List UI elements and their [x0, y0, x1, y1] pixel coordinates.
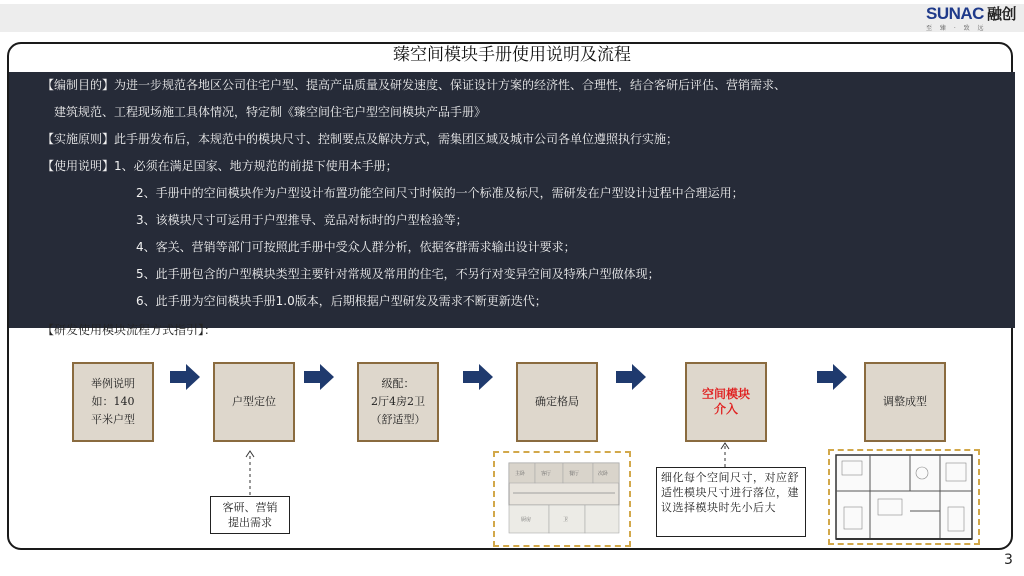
sunac-logo	[926, 5, 1022, 33]
flow-arrow-icon	[463, 364, 493, 390]
module-note: 细化每个空间尺寸，对应舒适性模块尺寸进行落位，建议选择模块时先小后大	[656, 467, 806, 537]
dashed-up-arrow-icon	[719, 441, 731, 467]
purpose-paragraph-cont: 建筑规范、工程现场施工具体情况，特定制《臻空间住宅户型空间模块产品手册》	[54, 105, 487, 119]
usage-item-1: 【使用说明】1、必须在满足国家、地方规范的前提下使用本手册；	[42, 159, 398, 173]
floor-plan-sketch	[495, 453, 629, 545]
floor-plan-drawing	[830, 451, 978, 543]
flow-arrow-icon	[304, 364, 334, 390]
flow-arrow-icon	[817, 364, 847, 390]
step-example: 举例说明 如：140 平米户型	[72, 362, 154, 442]
room-label: 主卧	[515, 471, 526, 477]
room-label: 次卧	[598, 471, 609, 477]
room-label: 卫	[563, 517, 569, 523]
logo-tagline: 至 臻 · 致 远	[926, 25, 987, 32]
step-grading: 级配： 2厅4房2卫 （舒适型）	[357, 362, 439, 442]
usage-item-3: 3、该模块尺寸可运用于户型推导、竞品对标时的户型检验等；	[136, 213, 468, 227]
final-plan-diagram	[828, 449, 980, 545]
usage-item-2: 2、手册中的空间模块作为户型设计布置功能空间尺寸时候的一个标准及标尺，需研发在户型设计过程中合理运用；	[136, 186, 744, 200]
dashed-up-arrow-icon	[244, 449, 256, 495]
flow-arrow-icon	[170, 364, 200, 390]
logo-brand: SUNAC	[926, 4, 984, 23]
page-number: 3	[1004, 552, 1013, 568]
usage-item-5: 5、此手册包含的户型模块类型主要针对常规及常用的住宅，不另行对变异空间及特殊户型做体现；	[136, 267, 660, 281]
step-module-intervention: 空间模块 介入	[685, 362, 767, 442]
research-note: 客研、营销 提出需求	[210, 496, 290, 534]
top-bar	[0, 4, 1024, 32]
layout-diagram	[493, 451, 631, 547]
usage-item-6: 6、此手册为空间模块手册1.0版本，后期根据户型研发及需求不断更新迭代；	[136, 294, 547, 308]
principle-paragraph: 【实施原则】此手册发布后，本规范中的模块尺寸、控制要点及解决方式，需集团区域及城市公司各单位遵照执行实施；	[42, 132, 679, 146]
room-label: 厨房	[521, 517, 532, 523]
room-label: 客厅	[541, 471, 552, 477]
page-title: 臻空间模块手册使用说明及流程	[393, 45, 631, 65]
flow-arrow-icon	[616, 364, 646, 390]
usage-item-4: 4、客关、营销等部门可按照此手册中受众人群分析，依据客群需求输出设计要求；	[136, 240, 576, 254]
flow-heading: 【研发使用模块流程方式指引】：	[42, 323, 217, 337]
purpose-paragraph: 【编制目的】为进一步规范各地区公司住宅户型、提高产品质量及研发速度、保证设计方案的经济性、合理性，结合客研后评估、营销需求、	[42, 78, 787, 92]
step-layout: 确定格局	[516, 362, 598, 442]
room-label: 餐厅	[569, 471, 580, 477]
logo-brand-cn: 融创	[986, 6, 1016, 23]
step-finalize: 调整成型	[864, 362, 946, 442]
step-positioning: 户型定位	[213, 362, 295, 442]
